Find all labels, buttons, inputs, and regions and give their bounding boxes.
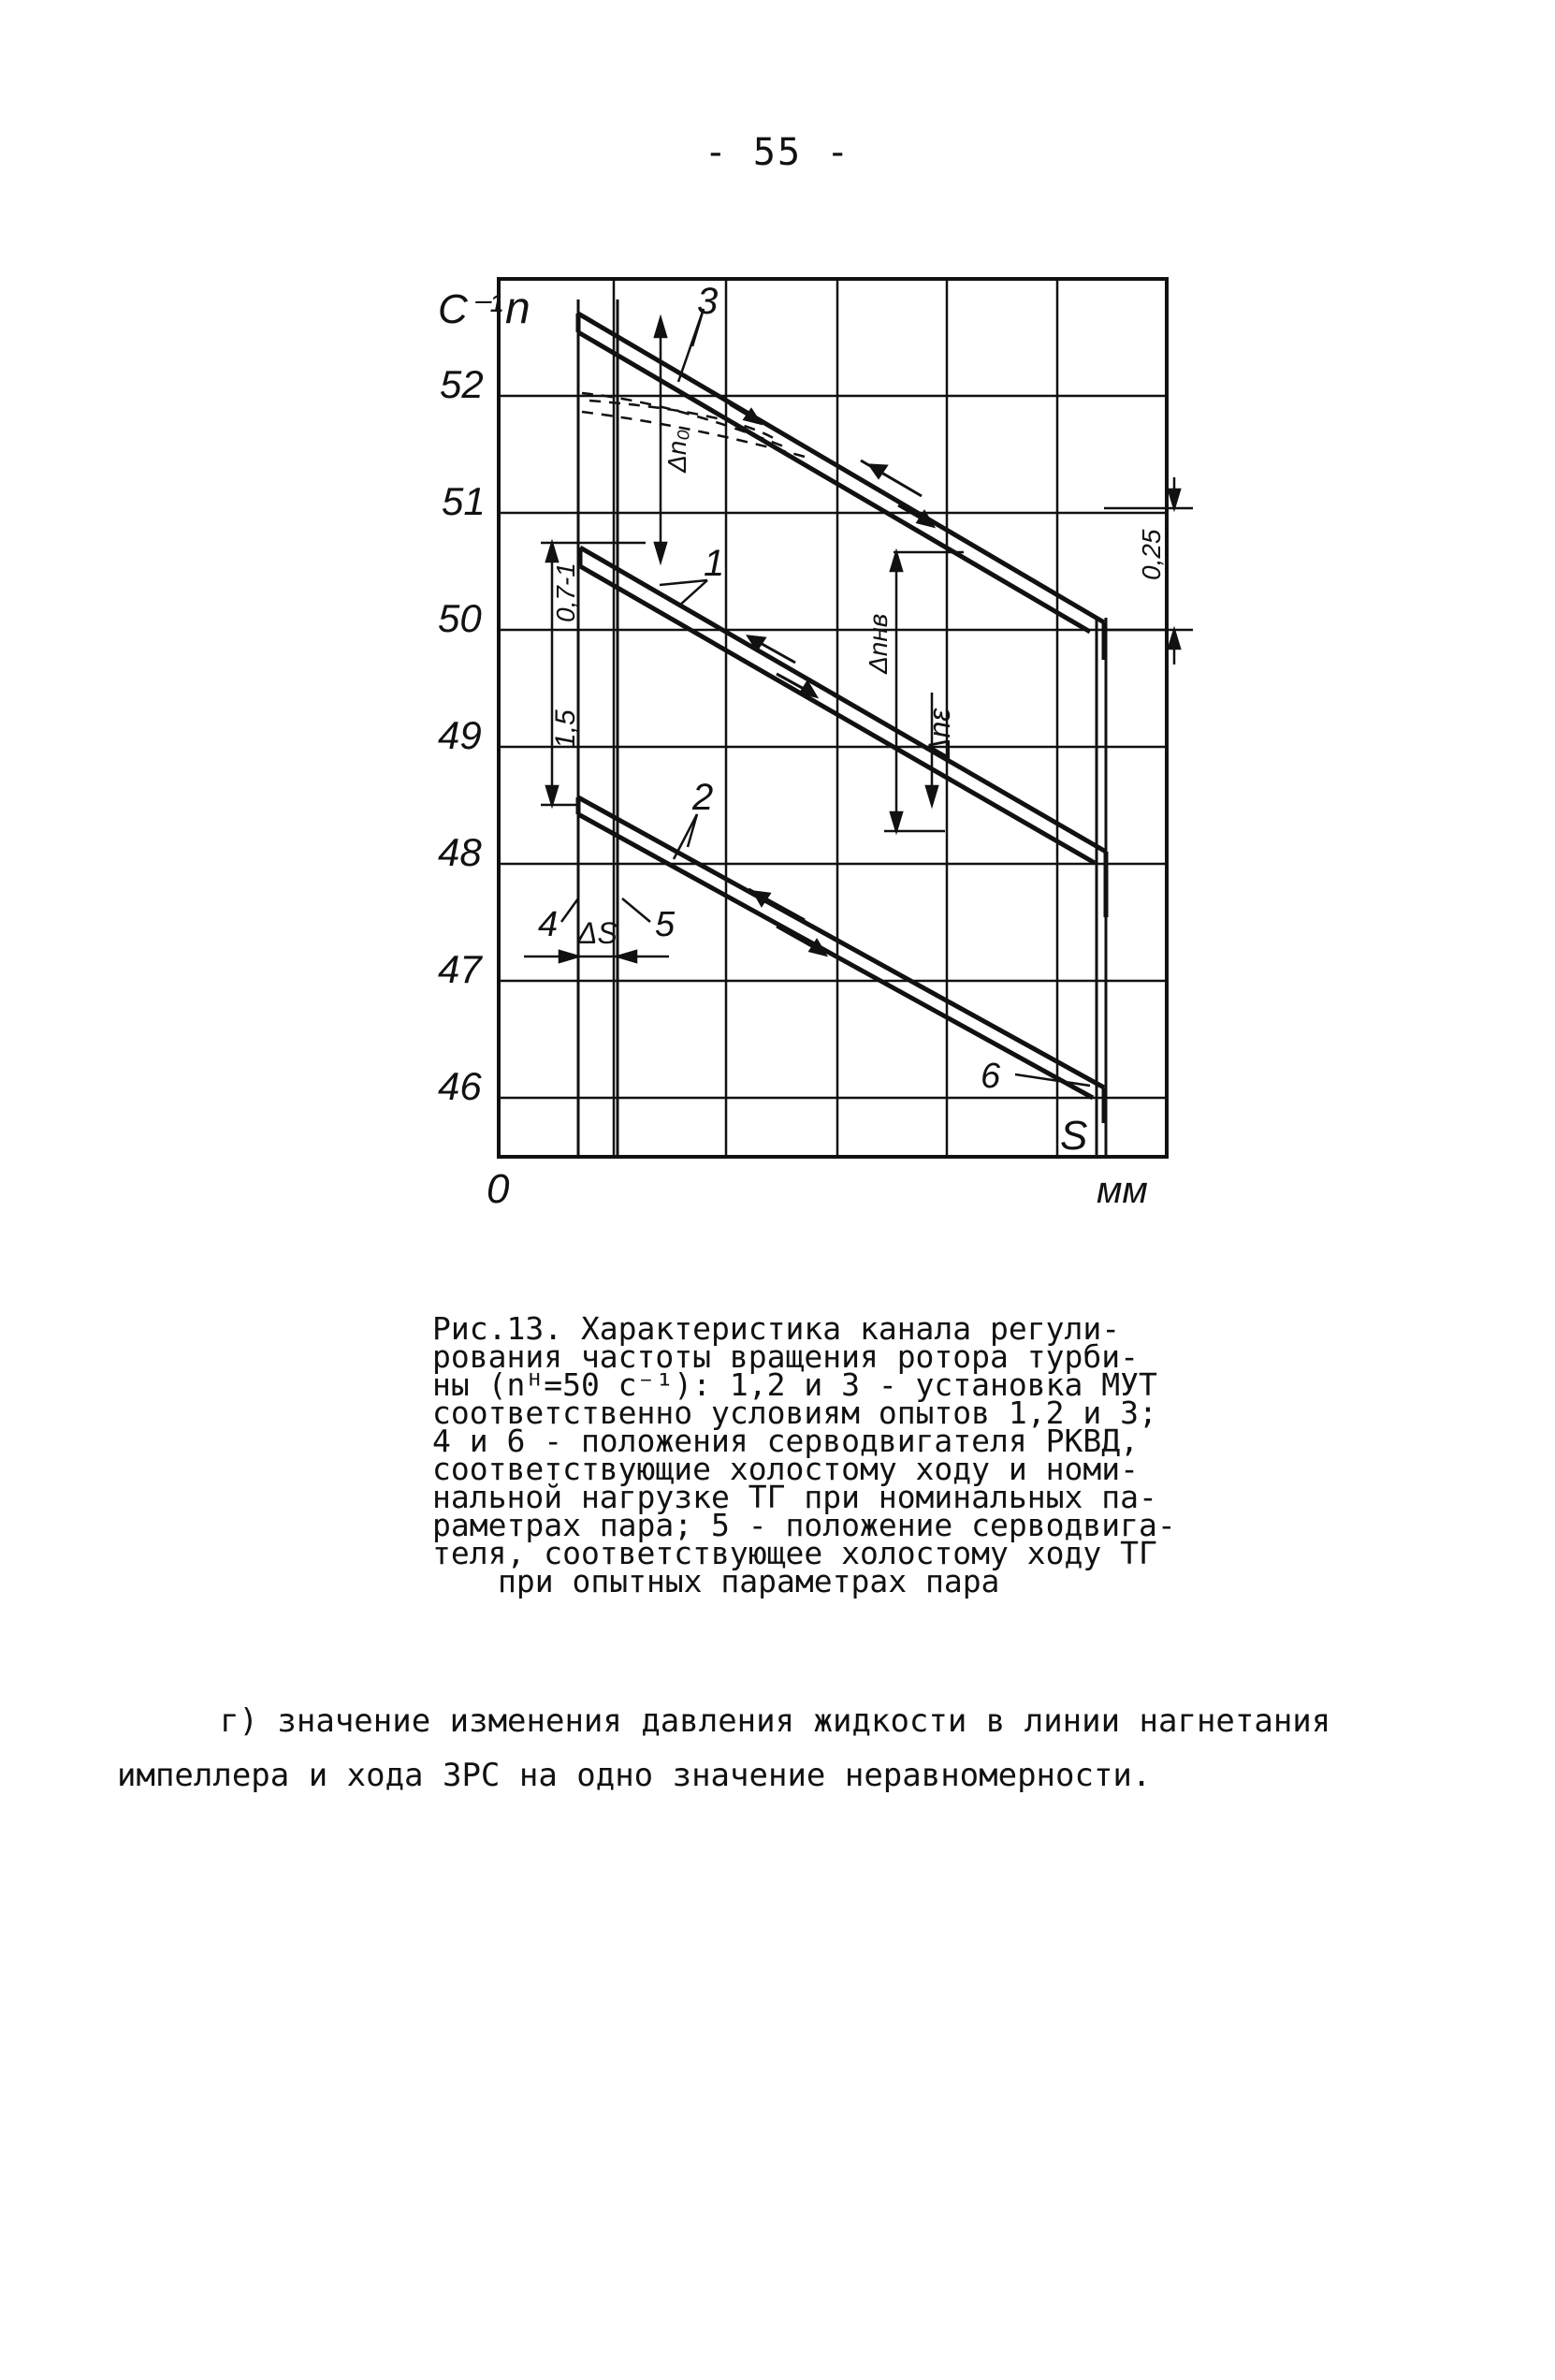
leader-lines [561,309,1090,1086]
caption-line: при опытных параметрах пара [498,1563,1000,1599]
body-paragraph [117,1694,1427,1803]
caption-line: теля, соответствующее холостому ходу ТГ [432,1535,1157,1571]
characteristic-2 [578,797,1104,1123]
chart-frame [499,279,1167,1157]
y-tick-51: 51 [442,479,486,523]
caption-line: Рис.13. Характеристика канала регули- [432,1310,1121,1347]
grid [499,279,1167,1157]
page-number: - 55 - [704,131,851,174]
characteristic-3 [578,314,1104,660]
y-tick-50: 50 [438,596,482,640]
caption-line: соответственно условиям опытов 1,2 и 3; [432,1394,1157,1431]
dim-label-025: 0,25 [1137,529,1166,580]
caption-line: соответствующие холостому ходу и номи- [432,1451,1139,1487]
body-line: г) значение изменения давления жидкости в линии нагнетания [220,1702,1331,1740]
dim-label-dnnv: Δnнв [864,613,893,674]
unit-bottom-label: мм [1097,1170,1148,1211]
y-tick-49: 49 [438,713,482,757]
figure-caption [432,1310,1199,1599]
dim-label-ds: ΔS [577,916,618,950]
curve-label-5: 5 [655,905,676,944]
body-line: импеллера и хода ЗРС на одно значение неравномерности. [117,1757,1152,1794]
y-tick-48: 48 [438,830,482,874]
curve-label-2: 2 [692,777,714,818]
n-axis-label: n [505,284,530,333]
dim-label-dne: Δnε [923,708,956,758]
unit-top-label: С⁻¹ [438,286,503,332]
dim-label-07-1: 0,7-1 [551,562,580,622]
y-tick-47: 47 [438,947,482,991]
origin-label: 0 [487,1166,510,1212]
s-axis-label: S [1060,1113,1088,1159]
direction-arrows [730,404,933,955]
characteristic-1 [580,548,1106,917]
caption-line: ны (nᴴ=50 с⁻¹): 1,2 и 3 - установка МУТ [432,1366,1157,1403]
y-tick-46: 46 [438,1064,482,1108]
curve-label-1: 1 [704,543,725,584]
curve-label-4: 4 [538,905,559,944]
curve-label-3: 3 [697,281,719,322]
curve-label-6: 6 [981,1057,1001,1096]
dim-label-dn0: Δn₀ [662,429,691,473]
caption-line: рования частоты вращения ротора турби- [432,1338,1139,1375]
caption-line: нальной нагрузке ТГ при номинальных па- [432,1479,1157,1515]
dim-label-15: 1,5 [550,709,581,749]
caption-line: раметрах пара; 5 - положение серводвига- [432,1507,1176,1543]
y-tick-52: 52 [440,362,484,406]
dimension-lines [524,318,1193,962]
caption-line: 4 и 6 - положения серводвигателя РКВД, [432,1423,1139,1459]
